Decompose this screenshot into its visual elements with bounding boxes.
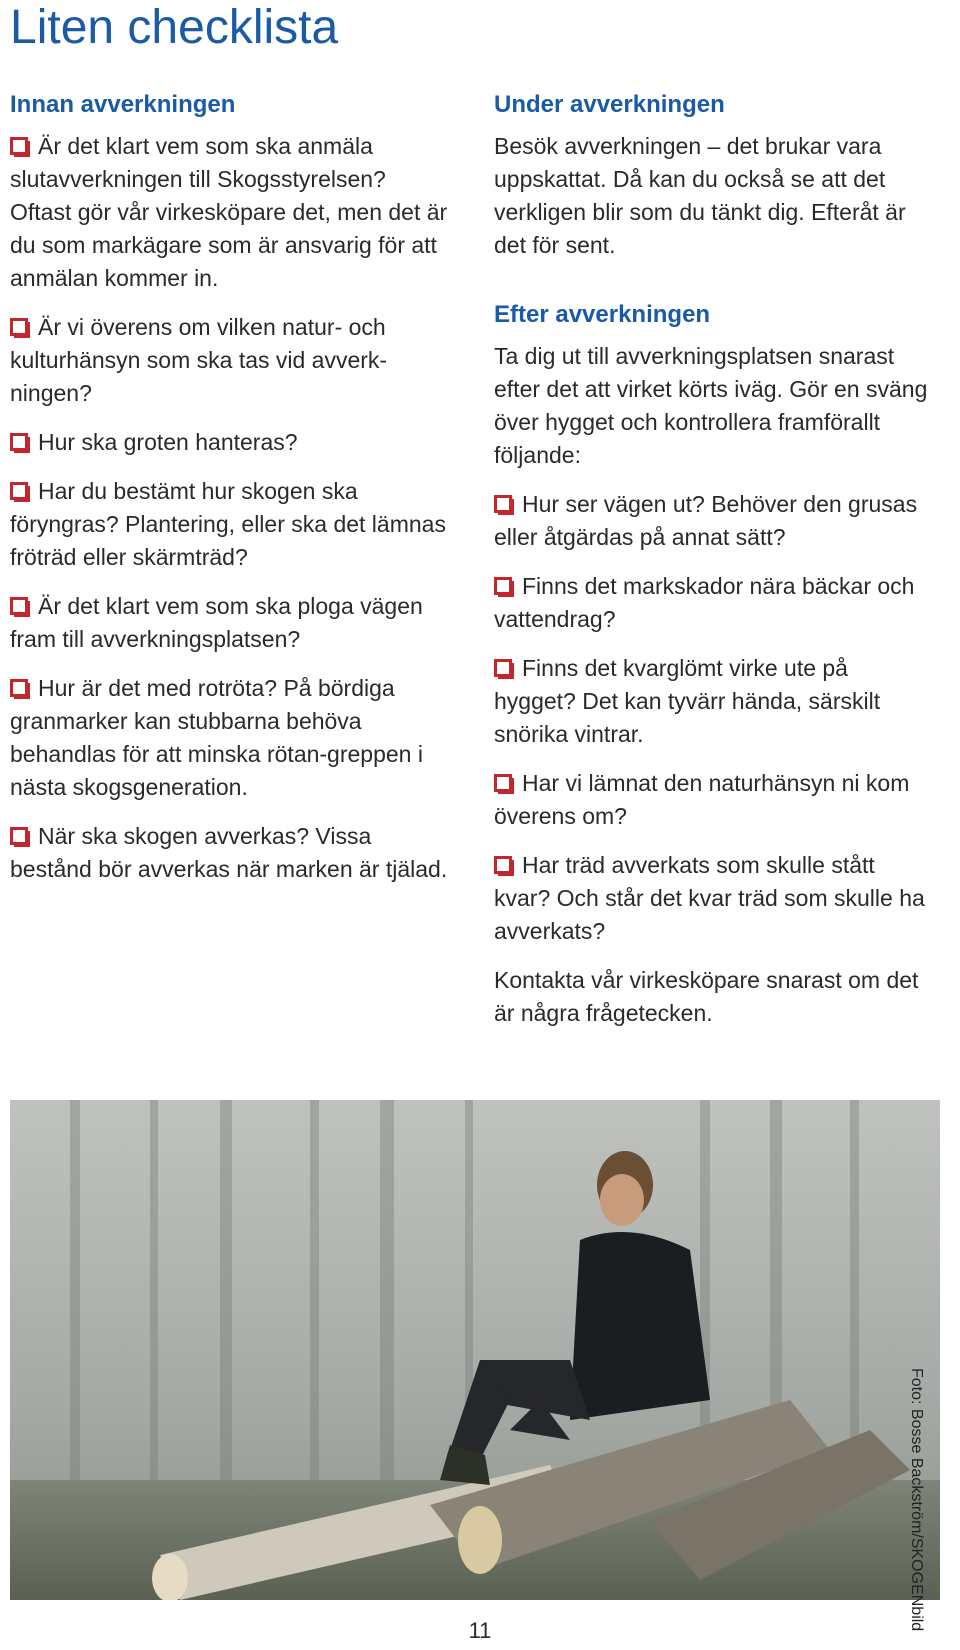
checkbox-icon bbox=[494, 577, 512, 595]
during-after-felling-column bbox=[494, 88, 934, 1030]
checklist-item: Hur ska groten hanteras? bbox=[10, 426, 450, 459]
checklist-item: Hur är det med rotröta? På bördiga granmarker kan stubbarna behöva behandlas för att minska rötan-greppen i nästa skogsgeneration. bbox=[10, 675, 423, 800]
section-heading-before: Innan avverkningen bbox=[10, 91, 236, 118]
forest-photo bbox=[10, 1100, 940, 1600]
checkbox-icon bbox=[494, 774, 512, 792]
checklist-item: Har du bestämt hur skogen ska föryngras? Plantering, eller ska det lämnas fröträd eller skärmträd? bbox=[10, 478, 446, 570]
checkbox-icon bbox=[10, 597, 28, 615]
checklist-before bbox=[10, 130, 450, 886]
checkbox-icon bbox=[10, 827, 28, 845]
checklist-item: Finns det markskador nära bäckar och vattendrag? bbox=[494, 573, 915, 632]
photo-credit: Foto: Bosse Backström/SKOGENbild bbox=[908, 1368, 925, 1632]
checklist-after bbox=[494, 488, 934, 948]
checklist-item: Är det klart vem som ska ploga vägen fram till avverkningsplatsen? bbox=[10, 593, 423, 652]
after-intro: Ta dig ut till avverkningsplatsen snarast efter det att virket körts iväg. Gör en sväng över hygget och kontrollera framförallt följande: bbox=[494, 343, 928, 468]
page-title: Liten checklista bbox=[10, 1, 339, 54]
forest-photo-illustration bbox=[10, 1100, 940, 1600]
checklist-item: Har träd avverkats som skulle stått kvar? Och står det kvar träd som skulle ha avverkats? bbox=[494, 852, 925, 944]
checklist-item: Är det klart vem som ska anmäla slutavverkningen till Skogsstyrelsen? Oftast gör vår virkesköpare det, men det är du som markägare som är ansvarig för att anmälan kommer in. bbox=[10, 133, 448, 291]
checkbox-icon bbox=[494, 856, 512, 874]
checkbox-icon bbox=[494, 495, 512, 513]
checkbox-icon bbox=[10, 679, 28, 697]
section-heading-after: Efter avverkningen bbox=[494, 301, 711, 328]
checklist-item: Har vi lämnat den naturhänsyn ni kom överens om? bbox=[494, 770, 910, 829]
section-heading-during: Under avverkningen bbox=[494, 91, 725, 118]
during-text: Besök avverkningen – det brukar vara uppskattat. Då kan du också se att det verkligen blir som du tänkt dig. Efteråt är det för sent. bbox=[494, 133, 906, 258]
closing-text: Kontakta vår virkesköpare snarast om det är några frågetecken. bbox=[494, 967, 919, 1026]
checkbox-icon bbox=[10, 433, 28, 451]
checklist-item: När ska skogen avverkas? Vissa bestånd bör avverkas när marken är tjälad. bbox=[10, 823, 448, 882]
checkbox-icon bbox=[10, 482, 28, 500]
page-number: 11 bbox=[468, 1618, 492, 1643]
before-felling-column bbox=[10, 88, 450, 902]
checkbox-icon bbox=[494, 659, 512, 677]
checkbox-icon bbox=[10, 137, 28, 155]
checklist-item: Är vi överens om vilken natur- och kulturhänsyn som ska tas vid avverk-ningen? bbox=[10, 314, 388, 406]
checkbox-icon bbox=[10, 318, 28, 336]
checklist-item: Hur ser vägen ut? Behöver den grusas eller åtgärdas på annat sätt? bbox=[494, 491, 918, 550]
checklist-item: Finns det kvarglömt virke ute på hygget? Det kan tyvärr hända, särskilt snörika vintrar. bbox=[494, 655, 881, 747]
